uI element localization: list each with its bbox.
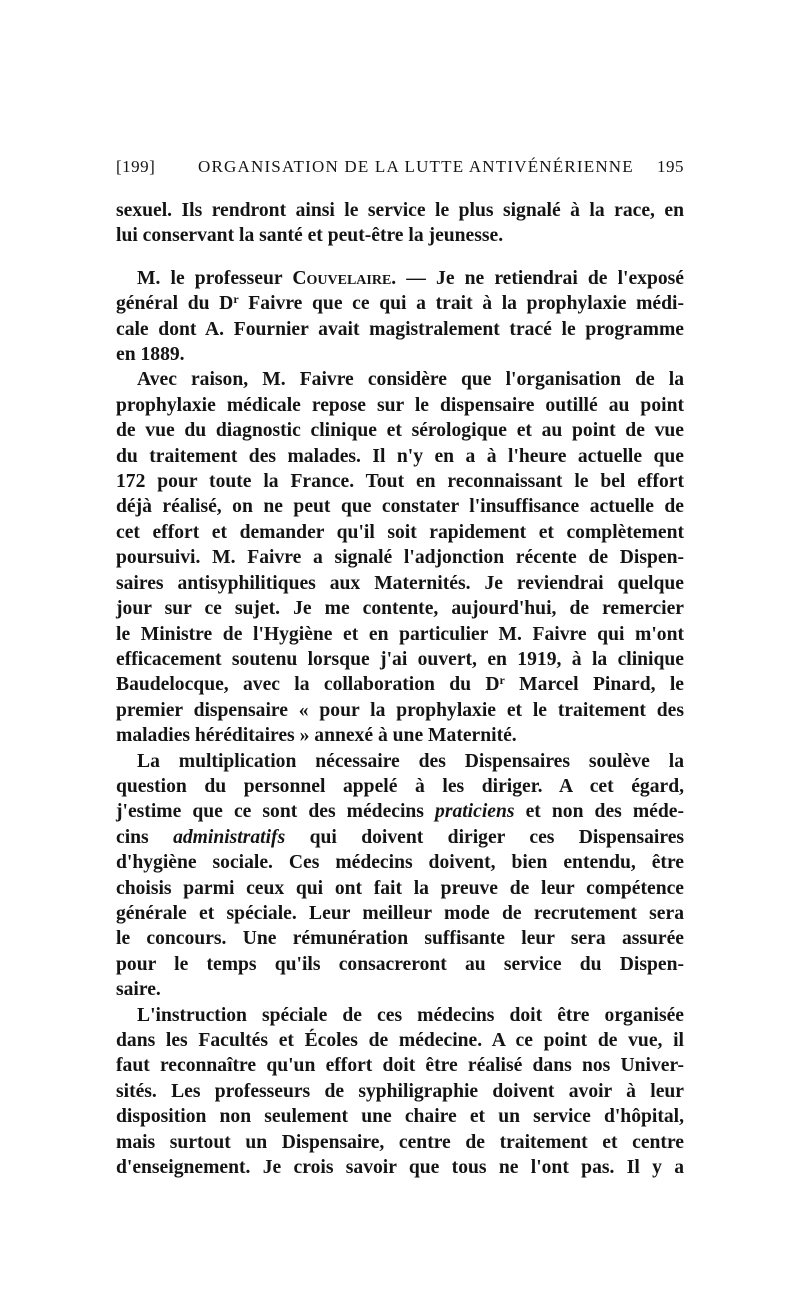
text-line [116,672,684,697]
text-line: Avec raison, M. Faivre considère que l'organisation de la [137,369,684,391]
speaker-name: Couvelaire. [292,267,397,289]
superscript: r [499,673,505,688]
text-line: premier dispensaire « pour la prophylaxie et le traitement des [116,699,684,721]
text-line: sexuel. Ils rendront ainsi le service le plus signalé à la race, en [116,200,684,221]
paragraph-4 [116,749,684,1003]
text-line: sités. Les professeurs de syphiligraphie doivent avoir à leur [116,1080,684,1102]
text-fragment: général du D [116,293,234,315]
text-line: d'hygiène sociale. Ces médecins doivent, bien entendu, être [116,852,684,874]
italic-text: praticiens [435,801,515,823]
running-title: ORGANISATION DE LA LUTTE ANTIVÉNÉRIENNE [198,157,634,176]
paragraph-2 [116,266,684,368]
text-fragment: Faivre que ce qui a trait à la prophylaxie médi- [238,293,684,315]
text-line: jour sur ce sujet. Je me contente, aujourd'hui, de remercier [116,598,684,620]
text-fragment: — Je ne retiendrai de l'exposé [396,267,684,289]
text-line: maladies héréditaires » annexé à une Maternité. [116,725,517,747]
italic-text: administratifs [173,826,286,848]
text-line: saires antisyphilitiques aux Maternités. Je reviendrai quelque [116,572,684,594]
text-line [116,291,684,316]
text-fragment: qui doivent diriger ces Dispensaires [285,826,685,848]
text-fragment: et non des méde- [514,801,684,823]
text-line: disposition non seulement une chaire et un service d'hôpital, [116,1106,684,1128]
text-line: d'enseignement. Je crois savoir que tous ne l'ont pas. Il y a [116,1157,684,1179]
section-number: [199] [116,157,156,176]
text-fragment: j'estime que ce sont des médecins [116,801,436,823]
speaker-prefix: M. le professeur [137,267,293,289]
text-line: générale et spéciale. Leur meilleur mode de recrutement sera [116,902,684,924]
text-line [116,799,684,824]
text-line: saire. [116,979,161,1001]
text-line: faut reconnaître qu'un effort doit être réalisé dans nos Univer- [116,1055,684,1077]
text-line: poursuivi. M. Faivre a signalé l'adjonction récente de Dispen- [116,547,684,569]
text-line: lui conservant la santé et peut-être la jeunesse. [116,225,504,247]
text-line: déjà réalisé, on ne peut que constater l'insuffisance actuelle de [116,496,684,518]
text-line: le Ministre de l'Hygiène et en particulier M. Faivre qui m'ont [116,623,684,645]
paragraph-1 [116,198,684,249]
text-line: 172 pour toute la France. Tout en reconnaissant le bel effort [116,471,684,493]
superscript: r [233,292,239,307]
paragraph-5 [116,1003,684,1181]
text-line: du traitement des malades. Il n'y en a à l'heure actuelle que [116,445,684,467]
text-line: pour le temps qu'ils consacreront au service du Dispen- [116,953,684,975]
text-line: dans les Facultés et Écoles de médecine. A ce point de vue, il [116,1030,684,1051]
text-line: La multiplication nécessaire des Dispensaires soulève la [137,750,684,772]
page-body [116,198,684,1180]
text-fragment: Marcel Pinard, le [504,674,684,696]
text-fragment: Baudelocque, avec la collaboration du D [116,674,500,696]
page-number: 195 [657,157,684,176]
text-line: mais surtout un Dispensaire, centre de traitement et centre [116,1131,684,1153]
text-line [116,825,684,850]
running-header [116,157,684,179]
text-line: prophylaxie médicale repose sur le dispensaire outillé au point [116,394,684,416]
text-line: choisis parmi ceux qui ont fait la preuve de leur compétence [116,877,684,899]
text-line [116,266,684,291]
text-line: cet effort et demander qu'il soit rapidement et complètement [116,521,684,543]
paragraph-3 [116,367,684,748]
text-line: cale dont A. Fournier avait magistralement tracé le programme [116,318,684,340]
text-fragment: cins [116,826,174,848]
text-line: L'instruction spéciale de ces médecins doit être organisée [137,1004,684,1026]
text-line: efficacement soutenu lorsque j'ai ouvert, en 1919, à la clinique [116,648,684,670]
text-line: de vue du diagnostic clinique et sérologique et au point de vue [116,420,684,442]
text-line: le concours. Une rémunération suffisante leur sera assurée [116,928,684,950]
text-line: en 1889. [116,344,185,366]
text-line: question du personnel appelé à les diriger. A cet égard, [116,775,684,797]
